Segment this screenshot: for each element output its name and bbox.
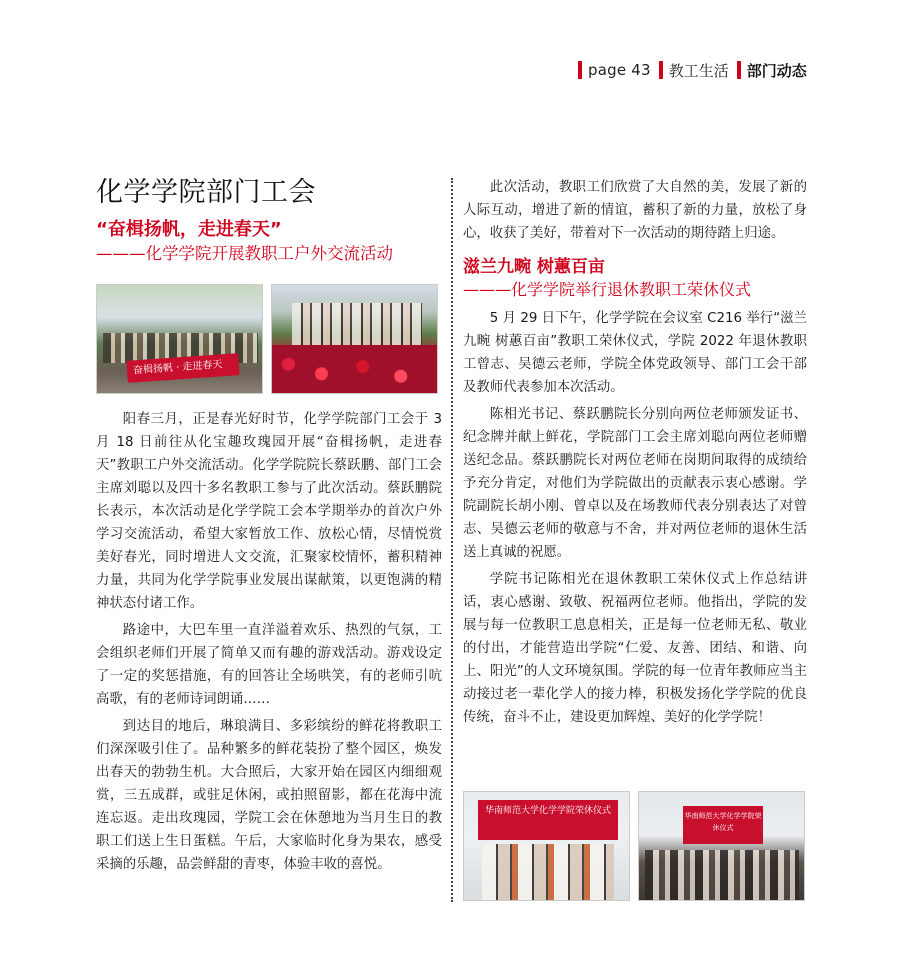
article2-paragraph-1: 5 月 29 日下午，化学学院在会议室 C216 举行“滋兰九畹 树蕙百亩”教职工荣休仪式，学院 2022 年退休教职工曾志、吴德云老师，学院全体党政领导、部门工会干部及教师代表参加本次活动。 [463, 311, 807, 395]
article1-photos [96, 284, 438, 394]
article1-subtitle: ———化学学院开展教职工户外交流活动 [96, 244, 393, 263]
header-bar-accent [578, 61, 582, 79]
photo-flowers [272, 345, 437, 393]
article1-paragraph-2: 路途中，大巴车里一直洋溢着欢乐、热烈的气氛，工会组织老师们开展了简单又而有趣的游戏活动。游戏设定了一定的奖惩措施，有的回答让全场哄笑，有的老师引吭高歌，有的老师诗词朗诵…… [96, 623, 442, 707]
article1-body [96, 408, 442, 876]
article2-title: 滋兰九畹 树蕙百亩 [463, 257, 605, 277]
left-column-header [96, 176, 440, 266]
article1-paragraph-1: 阳春三月，正是春光好时节，化学学院部门工会于 3 月 18 日前往从化宝趣玫瑰园开展“奋楫扬帆，走进春天”教职工户外交流活动。化学学院院长蔡跃鹏、部门工会主席刘聪以及四十多名教职工参与了此次活动。蔡跃鹏院长表示，本次活动是化学学院工会本学期举办的首次户外学习交流活动，希望大家暂放工作、放松心情，尽情悦赏美好春光，同时增进人文交流，汇聚家校情怀，蓄积精神力量，共同为化学学院事业发展出谋献策，以更饱满的精神状态付诸工作。 [96, 412, 442, 611]
photo-people [645, 850, 799, 900]
photo-banner: 奋楫扬帆 · 走进春天 [126, 353, 239, 383]
page-header [578, 58, 807, 82]
article1-closing-paragraph: 此次活动，教职工们欣赏了大自然的美，发展了新的人际互动，增进了新的情谊，蓄积了新的力量，放松了身心，收获了美好，带着对下一次活动的期待踏上归途。 [463, 180, 807, 241]
article2-paragraph-2: 陈相光书记、蔡跃鹏院长分别向两位老师颁发证书、纪念牌并献上鲜花，学院部门工会主席刘聪向两位老师赠送纪念品。蔡跃鹏院长对两位老师在岗期间取得的成绩给予充分肯定，对他们为学院做出的贡献表示衷心感谢。学院副院长胡小刚、曾卓以及在场教师代表分别表达了对曾志、吴德云老师的敬意与不舍，并对两位老师的退休生活送上真诚的祝愿。 [463, 407, 807, 560]
photo-projection-screen: 华南师范大学化学学院荣休仪式 [683, 806, 763, 844]
header-bar-accent [737, 61, 741, 79]
header-department: 部门动态 [746, 61, 807, 80]
article2-subtitle: ———化学学院举行退休教职工荣休仪式 [463, 280, 752, 299]
article2-photos [463, 791, 805, 901]
article1-title: “奋楫扬帆，走进春天” [96, 219, 282, 240]
photo-ceremony-honorees [463, 791, 630, 901]
group-photo-garden-gate [96, 284, 263, 394]
page-title: 化学学院部门工会 [96, 177, 316, 208]
column-divider [451, 178, 453, 902]
photo-flower-field [271, 284, 438, 394]
photo-people [482, 844, 614, 901]
right-column [463, 176, 807, 729]
photo-ceremony-audience [638, 791, 805, 901]
header-bar-accent [659, 61, 663, 79]
photo-people [292, 303, 422, 349]
header-section: 教工生活 [668, 61, 729, 80]
page-number: page 43 [588, 61, 651, 79]
photo-banner: 华南师范大学化学学院荣休仪式 [478, 800, 618, 840]
article2-paragraph-3: 学院书记陈相光在退休教职工荣休仪式上作总结讲话，衷心感谢、致敬、祝福两位老师。他指出，学院的发展与每一位教职工息息相关，正是每一位老师无私、敬业的付出，才能营造出学院“仁爱、友善、团结、和谐、向上、阳光”的人文环境氛围。学院的每一位青年教师应当主动接过老一辈化学人的接力棒，积极发扬化学学院的优良传统，奋斗不止，建设更加辉煌、美好的化学学院！ [463, 572, 807, 725]
article1-paragraph-3: 到达目的地后，琳琅满目、多彩缤纷的鲜花将教职工们深深吸引住了。品种繁多的鲜花装扮了整个园区，焕发出春天的勃勃生机。大合照后，大家开始在园区内细细观赏，三五成群，或驻足休闲，或拍照留影，都在花海中流连忘返。走出玫瑰园，学院工会在休憩地为当月生日的教职工们送上生日蛋糕。午后，大家临时化身为果农，感受采摘的乐趣，品尝鲜甜的青枣，体验丰收的喜悦。 [96, 719, 442, 872]
